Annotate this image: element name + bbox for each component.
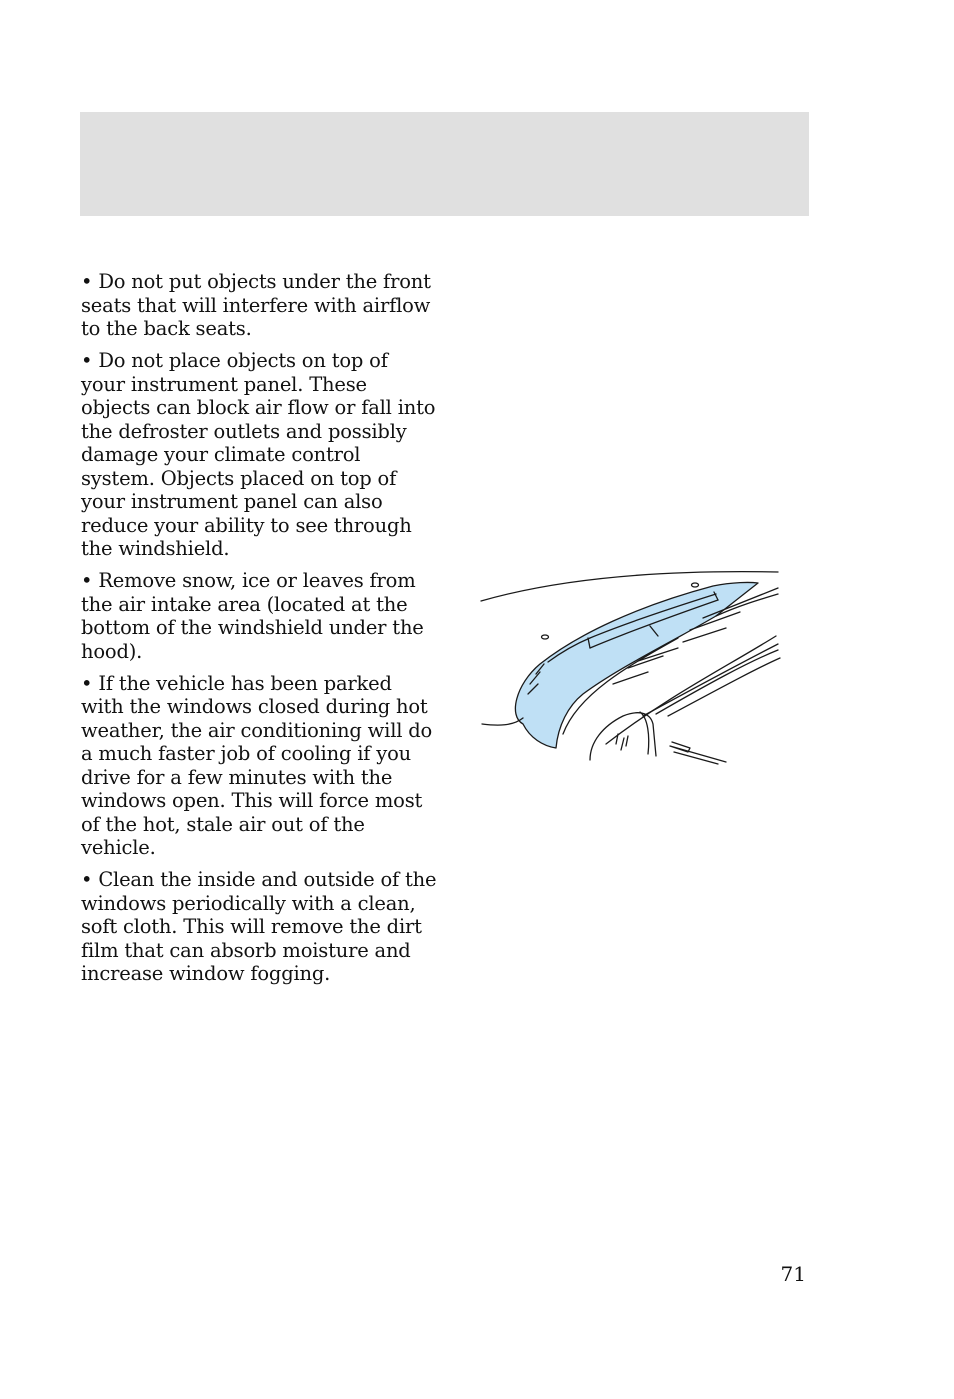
bullet-list bbox=[81, 270, 437, 994]
bullet-mark: • bbox=[81, 671, 93, 695]
section-header-band bbox=[80, 112, 809, 216]
bullet-text: Do not put objects under the front seats that will interfere with airflow to the back seats. bbox=[81, 270, 431, 340]
bullet-mark: • bbox=[81, 270, 93, 293]
bullet-item-hot-weather bbox=[81, 672, 437, 860]
bullet-item-seats bbox=[81, 270, 437, 341]
page-number: 71 bbox=[780, 1262, 806, 1286]
bullet-item-clean-windows bbox=[81, 868, 437, 986]
bullet-item-instrument-panel bbox=[81, 349, 437, 561]
bullet-text: Do not place objects on top of your instrument panel. These objects can block air flow or fall into the defroster outlets and possibly damage your climate control system. Objects placed on top of your instrument panel can also reduce your ability to see through the windshield. bbox=[81, 349, 436, 560]
bullet-mark: • bbox=[81, 569, 93, 592]
bullet-item-air-intake bbox=[81, 569, 437, 663]
bullet-mark: • bbox=[81, 868, 93, 891]
bullet-text: Remove snow, ice or leaves from the air intake area (located at the bottom of the windshield under the hood). bbox=[81, 569, 424, 663]
bullet-text: Clean the inside and outside of the windows periodically with a clean, soft cloth. This will remove the dirt film that can absorb moisture and increase window fogging. bbox=[81, 868, 437, 985]
bullet-mark: • bbox=[81, 349, 93, 372]
air-intake-windshield-illustration bbox=[478, 566, 784, 766]
bullet-text: If the vehicle has been parked with the windows closed during hot weather, the air conditioning will do a much faster job of cooling if you drive for a few minutes with the windows open. This will force most of the hot, stale air out of the vehicle. bbox=[81, 671, 433, 859]
